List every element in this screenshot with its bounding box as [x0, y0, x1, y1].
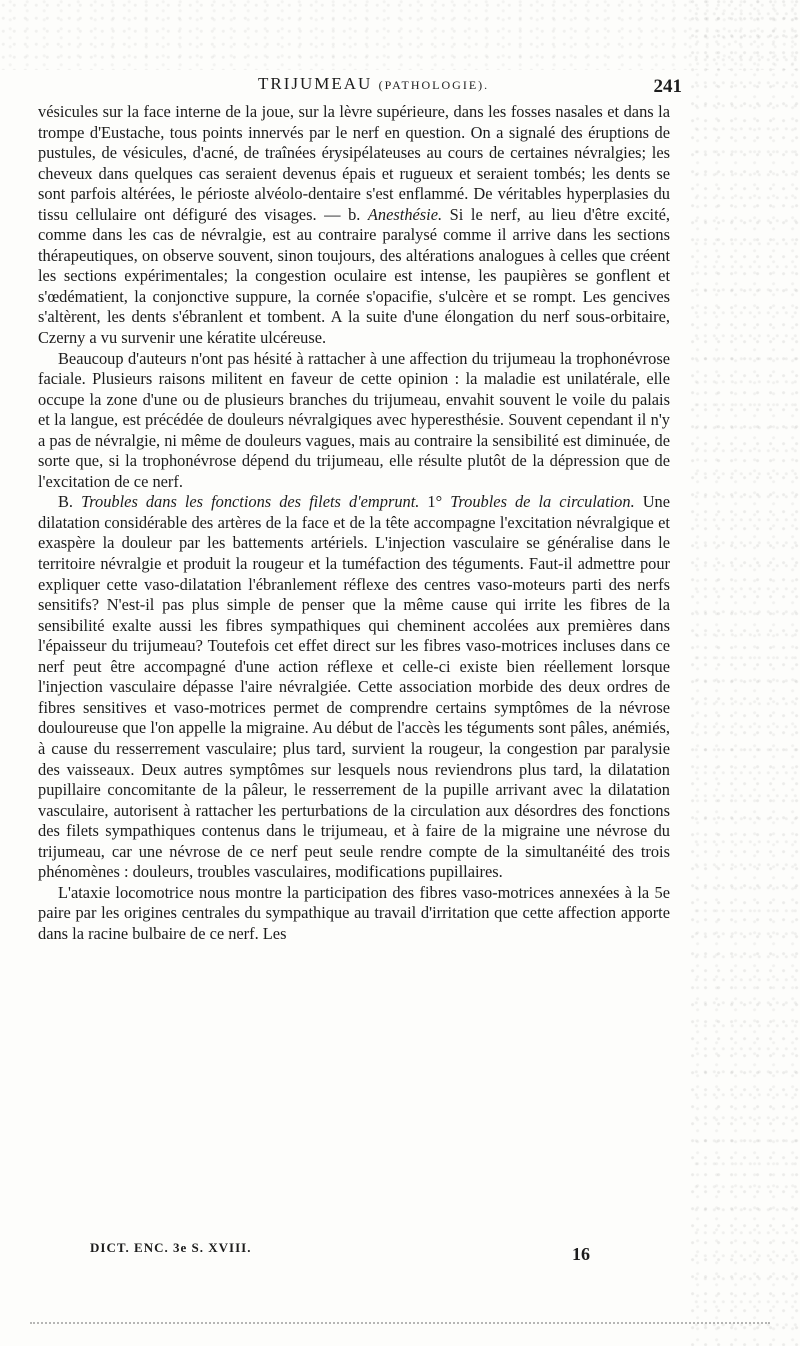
scan-noise-edge	[690, 0, 800, 1346]
paragraph	[38, 349, 670, 493]
signature-mark: DICT. ENC. 3e S. XVIII.	[90, 1240, 252, 1255]
text-run: vésicules sur la face interne de la joue, sur la lèvre supérieure, dans les fosses nasales et dans la trompe d'Eustache, tous points innervés par le nerf en question. On a signalé des éruptions de pustules, de vésicules, d'acné, de traînées érysipélateuses au cours de certaines névralgies; les cheveux dans quelques cas seraient devenus épais et rugueux et seraient tombés; les dents se sont parfois altérées, le périoste alvéolo-dentaire s'est enflammé. De véritables hyperplasies du tissu cellulaire ont défiguré des visages. — b.	[38, 102, 670, 224]
text-run: 1°	[419, 492, 451, 512]
text-run: L'ataxie locomotrice nous montre la participation des fibres vaso-motrices annexées à la 5e paire par les origines centrales du sympathique au travail d'irritation que cette affection apporte dans la racine bulbaire de ce nerf. Les	[38, 882, 670, 943]
body-text	[38, 102, 670, 944]
bottom-dotted-rule	[30, 1322, 770, 1324]
sheet-number: 16	[572, 1244, 590, 1264]
text-run: Si le nerf, au lieu d'être excité, comme dans les cas de névralgie, est au contraire paralysé comme il arrive dans les sections thérapeutiques, on observe souvent, sinon toujours, des altérations analogues à celles que créent les sections expérimentales; la congestion oculaire est intense, les paupières se gonflent et s'œdématient, la conjonctive suppure, la cornée s'opacifie, s'ulcère et se rompt. Les gencives s'altèrent, les dents s'ébranlent et tombent. A la suite d'une élongation du nerf sous-orbitaire, Czerny a vu survenir une kératite ulcéreuse.	[38, 204, 670, 348]
paragraph	[38, 102, 670, 349]
paragraph	[38, 883, 670, 945]
running-head-title: TRIJUMEAU	[258, 74, 373, 93]
page-footer	[90, 1240, 680, 1270]
page-header	[40, 74, 690, 102]
running-head	[258, 74, 489, 94]
text-run: Une dilatation considérable des artères de la face et de la tête accompagne l'excitation névralgique et exaspère la douleur par les battements artériels. L'injection vasculaire se généralise dans le territoire névralgie et produit la rougeur et la tuméfaction des téguments. Faut-il admettre pour expliquer cette vaso-dilatation l'ébranlement réflexe des centres vaso-moteurs parti des nerfs sensitifs? N'est-il pas plus simple de penser que la même cause qui irrite les fibres de la sensibilité exalte aussi les fibres sympathiques qui cheminent accolées aux premières dans l'épaisseur du trijumeau? Toutefois cet effet direct sur les fibres vaso-motrices incluses dans ce nerf peut être accompagné d'une action réflexe et celle-ci existe bien réellement lorsque l'injection vasculaire dépasse l'aire névralgiée. Cette association morbide des deux ordres de fibres sensitives et vaso-motrices permet de comprendre certains symptômes de la névrose douloureuse que l'on appelle la migraine. Au début de l'accès les téguments sont pâles, anémiés, à cause du resserrement vasculaire; plus tard, survient la rougeur, la congestion par paralysie des vaisseaux. Deux autres symptômes sur lesquels nous reviendrons plus tard, la dilatation pupillaire concomitante de la pâleur, le resserrement de la pupille arrivant avec la dilatation vasculaire, autorisent à rattacher les perturbations de la circulation aux désordres des fonctions des filets sympathiques contenus dans le trijumeau, et à faire de la migraine une névrose du trijumeau, car une névrose de ce nerf peut seule rendre compte de la simultanéité des trois phénomènes : douleurs, troubles vasculaires, modifications pupillaires.	[38, 492, 671, 882]
paragraph	[38, 492, 670, 882]
text-run: Beaucoup d'auteurs n'ont pas hésité à rattacher à une affection du trijumeau la trophonévrose faciale. Plusieurs raisons militent en faveur de cette opinion : la maladie est unilatérale, elle occupe la zone d'une ou de plusieurs branches du trijumeau, envahit souvent le voile du palais et la langue, est précédée de douleurs névralgiques avec hyperesthésie. Souvent cependant il n'y a pas de névralgie, ni même de douleurs vagues, mais au contraire la sensibilité est diminuée, de sorte que, si la trophonévrose dépend du trijumeau, elle résulte plutôt de la dépression que de l'excitation de ce nerf.	[38, 348, 670, 491]
italic-heading: Troubles dans les fonctions des filets d'emprunt.	[81, 492, 420, 512]
italic-heading: Anesthésie.	[367, 204, 443, 224]
page-number: 241	[653, 76, 682, 97]
text-run: B.	[58, 492, 82, 512]
italic-heading: Troubles de la circulation.	[450, 492, 635, 512]
scan-noise-top	[0, 0, 800, 70]
running-head-section: (PATHOLOGIE).	[378, 78, 490, 92]
